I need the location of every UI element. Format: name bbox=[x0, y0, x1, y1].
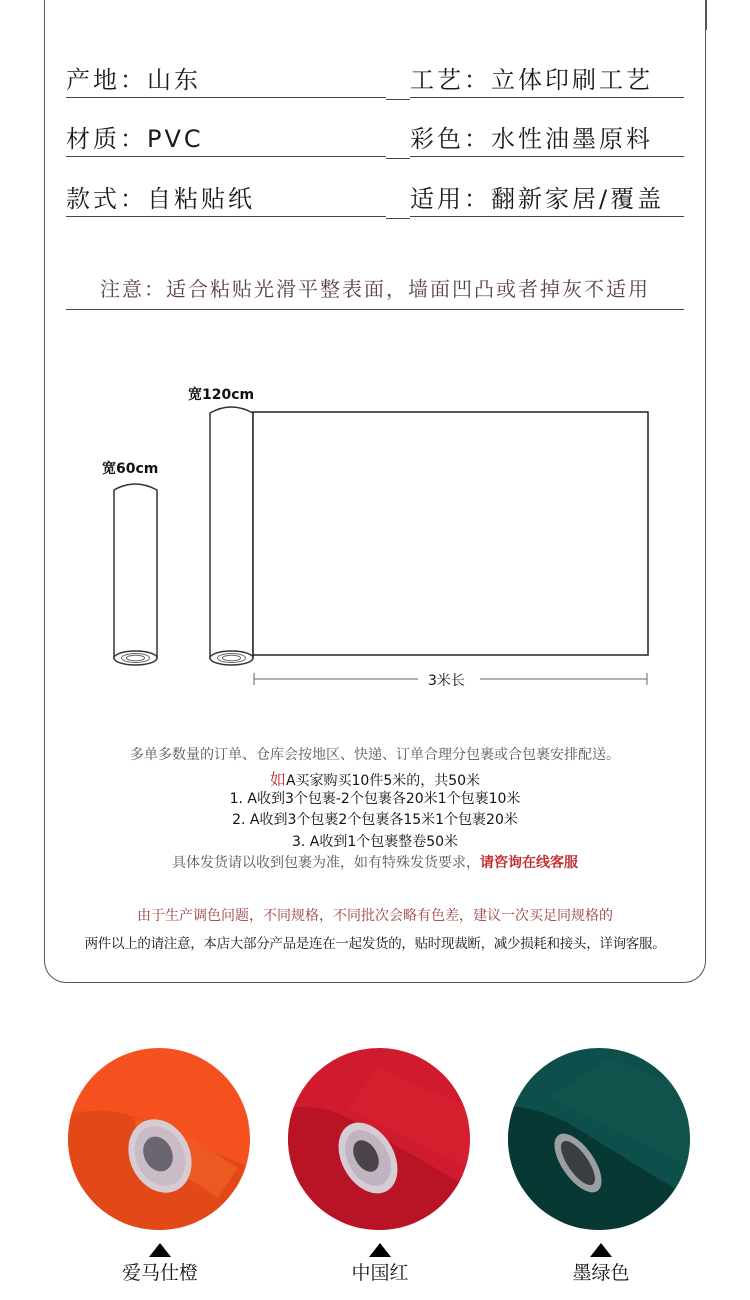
shipping-example bbox=[44, 767, 706, 790]
spec-value: 翻新家居/覆盖 bbox=[491, 185, 665, 213]
spec-label: 适用： bbox=[410, 185, 491, 213]
spec-label: 材质： bbox=[66, 125, 147, 153]
usage-notice: 注意：适合粘贴光滑平整表面，墙面凹凸或者掉灰不适用 bbox=[66, 272, 684, 310]
spec-material bbox=[66, 121, 386, 157]
customer-service-link[interactable]: 请咨询在线客服 bbox=[480, 855, 578, 871]
spec-label: 款式： bbox=[66, 185, 147, 213]
arrow-up-icon bbox=[590, 1243, 612, 1257]
spec-color-ink bbox=[410, 121, 684, 157]
bulk-shipping-notice: 两件以上的请注意，本店大部分产品是连在一起发货的，贴时现裁断，减少损耗和接头，详询客服。 bbox=[84, 936, 666, 952]
spec-value: PVC bbox=[147, 125, 204, 153]
swatch-label-red: 中国红 bbox=[351, 1262, 409, 1284]
spec-origin bbox=[66, 62, 386, 98]
divider bbox=[386, 183, 410, 219]
arrow-up-icon bbox=[149, 1243, 171, 1257]
spec-craft bbox=[410, 62, 684, 98]
final-text: 具体发货请以收到包裹为准，如有特殊发货要求， bbox=[172, 855, 480, 871]
shipping-option-1: 1. A收到3个包裹-2个包裹各20米1个包裹10米 bbox=[229, 791, 521, 807]
divider bbox=[386, 64, 410, 100]
example-text: A买家购买10件5米的，共50米 bbox=[285, 773, 481, 789]
red-roll-icon bbox=[288, 1048, 470, 1230]
arrow-up-icon bbox=[369, 1243, 391, 1257]
shipping-line1: 多单多数量的订单、仓库会按地区、快递、订单合理分包裹或合包裹安排配送。 bbox=[130, 747, 620, 763]
swatch-orange[interactable] bbox=[68, 1048, 250, 1230]
spec-label: 彩色： bbox=[410, 125, 491, 153]
spec-label: 产地： bbox=[66, 66, 147, 94]
divider bbox=[386, 123, 410, 159]
swatch-label-green: 墨绿色 bbox=[572, 1262, 630, 1284]
spec-value: 水性油墨原料 bbox=[491, 125, 653, 153]
spec-value: 立体印刷工艺 bbox=[491, 66, 653, 94]
spec-label: 工艺： bbox=[410, 66, 491, 94]
small-roll-width-label: 宽60cm bbox=[102, 461, 159, 477]
orange-roll-icon bbox=[68, 1048, 250, 1230]
length-label: 3米长 bbox=[428, 673, 465, 689]
green-roll-icon bbox=[508, 1048, 690, 1230]
large-roll-width-label: 宽120cm bbox=[188, 387, 255, 403]
swatch-red[interactable] bbox=[288, 1048, 470, 1230]
spec-value: 山东 bbox=[147, 66, 201, 94]
spec-style bbox=[66, 181, 386, 217]
swatch-green[interactable] bbox=[508, 1048, 690, 1230]
shipping-option-2: 2. A收到3个包裹2个包裹各15米1个包裹20米 bbox=[232, 812, 518, 828]
size-diagram bbox=[0, 370, 750, 700]
shipping-final bbox=[44, 852, 706, 872]
swatch-label-orange: 爱马仕橙 bbox=[121, 1262, 198, 1284]
spec-usage bbox=[410, 181, 684, 217]
spec-value: 自粘贴纸 bbox=[147, 185, 255, 213]
roll-diagram-icon bbox=[0, 370, 750, 700]
color-difference-warning: 由于生产调色问题，不同规格，不同批次会略有色差，建议一次买足同规格的 bbox=[137, 908, 613, 924]
example-prefix: 如 bbox=[269, 770, 286, 789]
shipping-option-3: 3. A收到1个包裹整卷50米 bbox=[291, 834, 459, 850]
